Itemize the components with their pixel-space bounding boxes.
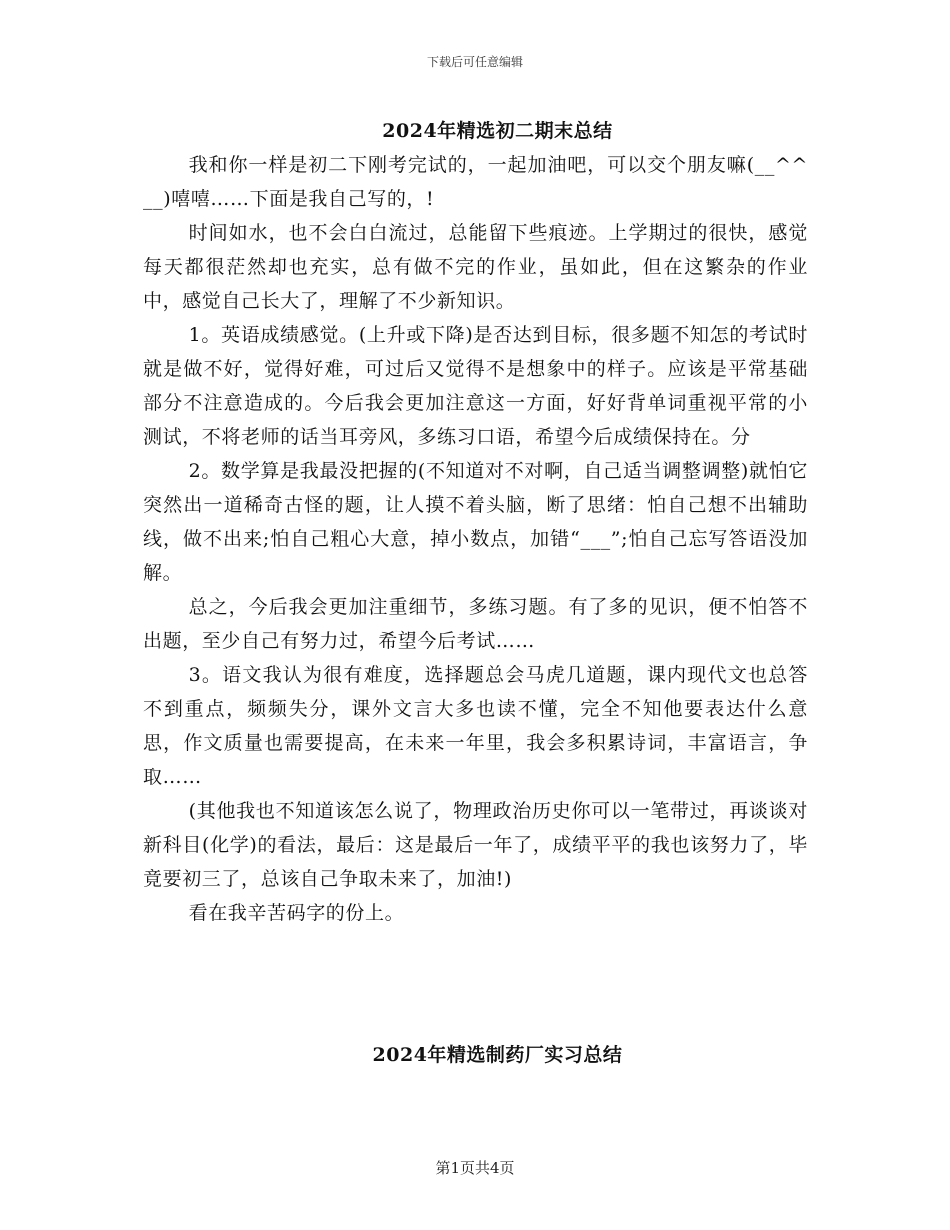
page-footer: 第1页共4页	[435, 1159, 515, 1177]
paragraph: 1。英语成绩感觉。(上升或下降)是否达到目标，很多题不知怎的考试时就是做不好，觉得好难，可过后又觉得不是想象中的样子。应该是平常基础部分不注意造成的。今后我会更加注意这一方面，好好背单词重视平常的小测试，不将老师的话当耳旁风，多练习口语，希望今后成绩保持在。分	[143, 324, 808, 448]
header-note: 下载后可任意编辑	[426, 55, 523, 69]
next-section-title: 2024年精选制药厂实习总结	[372, 1044, 623, 1066]
paragraph: 我和你一样是初二下刚考完试的，一起加油吧，可以交个朋友嘛(__^^__)嘻嘻……下面是我自己写的，!	[143, 154, 808, 210]
document-body	[143, 148, 808, 930]
document-title: 2024年精选初二期末总结	[382, 120, 613, 142]
paragraph: 总之，今后我会更加注重细节，多练习题。有了多的见识，便不怕答不出题，至少自己有努力过，希望今后考试……	[143, 596, 808, 652]
paragraph: 时间如水，也不会白白流过，总能留下些痕迹。上学期过的很快，感觉每天都很茫然却也充实，总有做不完的作业，虽如此，但在这繁杂的作业中，感觉自己长大了，理解了不少新知识。	[143, 222, 808, 312]
paragraph: 3。语文我认为很有难度，选择题总会马虎几道题，课内现代文也总答不到重点，频频失分，课外文言大多也读不懂，完全不知他要表达什么意思，作文质量也需要提高，在未来一年里，我会多积累诗词，丰富语言，争取……	[143, 664, 808, 788]
paragraph: 2。数学算是我最没把握的(不知道对不对啊，自己适当调整调整)就怕它突然出一道稀奇古怪的题，让人摸不着头脑，断了思绪：怕自己想不出辅助线，做不出来;怕自己粗心大意，掉小数点，加错“___”;怕自己忘写答语没加解。	[143, 460, 808, 584]
paragraph: (其他我也不知道该怎么说了，物理政治历史你可以一笔带过，再谈谈对新科目(化学)的看法，最后：这是最后一年了，成绩平平的我也该努力了，毕竟要初三了，总该自己争取未来了，加油!)	[143, 800, 808, 890]
paragraph: 看在我辛苦码字的份上。	[188, 902, 405, 924]
